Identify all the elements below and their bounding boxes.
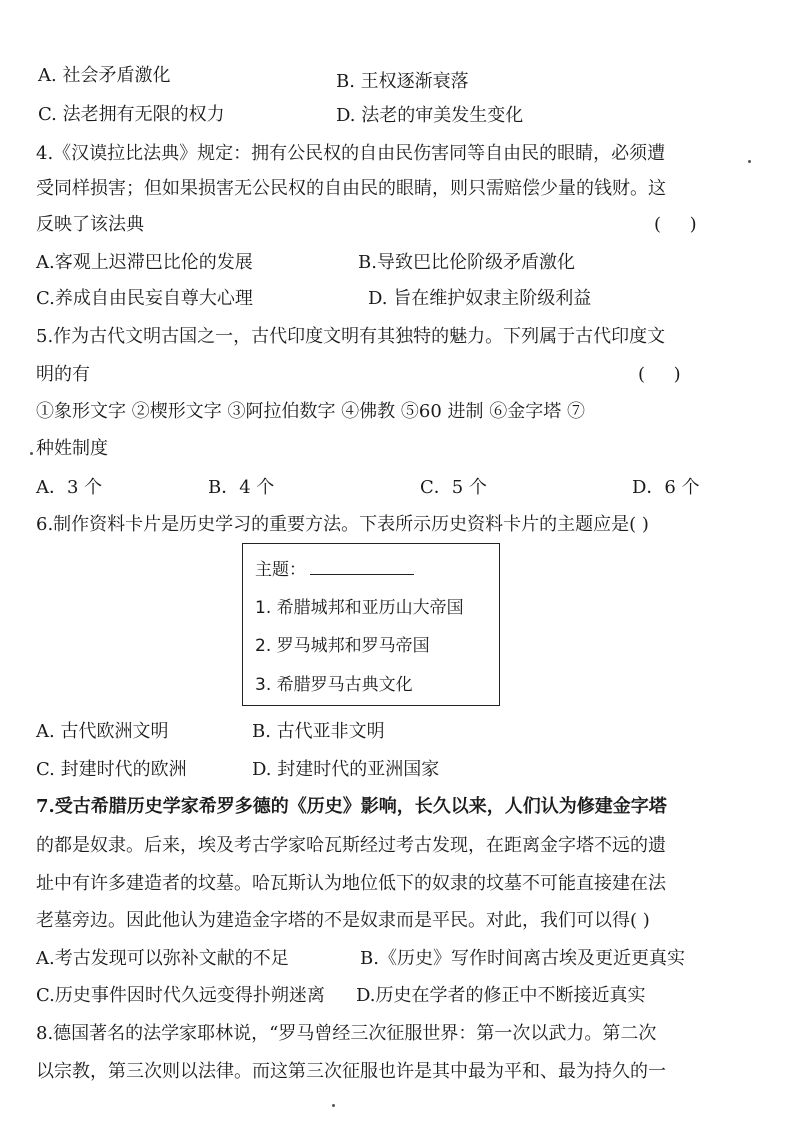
q4-stem-line2: 受同样损害；但如果损害无公民权的自由民的眼睛，则只需赔偿少量的钱财。这 — [36, 178, 666, 199]
q4-option-a: A.客观上迟滞巴比伦的发展 — [36, 252, 253, 273]
history-material-card — [242, 543, 500, 706]
q3-option-b: B. 王权逐渐衰落 — [336, 71, 469, 92]
card-theme-label: 主题： — [255, 560, 306, 580]
q5-option-b: B．4 个 — [208, 477, 275, 498]
q4-option-c: C.养成自由民妄自尊大心理 — [36, 288, 253, 309]
q7-option-a: A.考古发现可以弥补文献的不足 — [36, 948, 289, 969]
q4-option-d: D. 旨在维护奴隶主阶级利益 — [368, 288, 592, 309]
q4-answer-blank: ( ) — [654, 214, 697, 235]
q5-items-line1: ①象形文字 ②楔形文字 ③阿拉伯数字 ④佛教 ⑤60 进制 ⑥金字塔 ⑦ — [36, 401, 585, 422]
q6-option-d: D. 封建时代的亚洲国家 — [252, 759, 440, 780]
q4-stem-line1: 4.《汉谟拉比法典》规定：拥有公民权的自由民伤害同等自由民的眼睛，必须遭 — [36, 143, 666, 164]
q3-option-a: A. 社会矛盾激化 — [38, 65, 171, 86]
q7-option-d: D.历史在学者的修正中不断接近真实 — [356, 985, 646, 1006]
scan-speck — [332, 1104, 335, 1107]
q7-option-c: C.历史事件因时代久远变得扑朔迷离 — [36, 985, 325, 1006]
q5-option-d: D．6 个 — [632, 477, 700, 498]
scan-speck — [30, 452, 33, 455]
q7-stem-line4: 老墓旁边。因此他认为建造金字塔的不是奴隶而是平民。对此，我们可以得( ) — [36, 910, 650, 931]
q8-stem-line1: 8.德国著名的法学家耶林说，“罗马曾经三次征服世界：第一次以武力。第二次 — [36, 1023, 657, 1044]
card-item-2: 2. 罗马城邦和罗马帝国 — [255, 636, 430, 656]
q7-stem-line1: 7.受古希腊历史学家希罗多德的《历史》影响，长久以来，人们认为修建金字塔 — [36, 796, 667, 817]
q5-option-a: A．3 个 — [36, 477, 103, 498]
q4-stem-line3: 反映了该法典 — [36, 214, 144, 235]
q5-stem-line2: 明的有 — [36, 364, 90, 385]
q7-stem-line3: 址中有许多建造者的坟墓。哈瓦斯认为地位低下的奴隶的坟墓不可能直接建在法 — [36, 873, 666, 894]
q6-stem: 6.制作资料卡片是历史学习的重要方法。下表所示历史资料卡片的主题应是( ) — [36, 514, 649, 535]
q3-option-d: D. 法老的审美发生变化 — [336, 105, 524, 126]
scan-speck — [748, 160, 751, 163]
q5-option-c: C．5 个 — [420, 477, 487, 498]
q5-answer-blank: ( ) — [638, 364, 681, 385]
q7-stem-line2: 的都是奴隶。后来，埃及考古学家哈瓦斯经过考古发现，在距离金字塔不远的遗 — [36, 835, 666, 856]
q6-option-c: C. 封建时代的欧洲 — [36, 759, 187, 780]
q7-option-b: B.《历史》写作时间离古埃及更近更真实 — [360, 948, 685, 969]
q6-option-b: B. 古代亚非文明 — [252, 721, 385, 742]
q5-items-line2: 种姓制度 — [36, 438, 108, 459]
q4-option-b: B.导致巴比伦阶级矛盾激化 — [358, 252, 575, 273]
q3-option-c: C. 法老拥有无限的权力 — [38, 104, 225, 125]
q6-option-a: A. 古代欧洲文明 — [36, 721, 169, 742]
card-theme-row — [255, 558, 414, 582]
card-item-3: 3. 希腊罗马古典文化 — [255, 675, 413, 695]
q5-stem-line1: 5.作为古代文明古国之一，古代印度文明有其独特的魅力。下列属于古代印度文 — [36, 326, 666, 347]
card-item-1: 1. 希腊城邦和亚历山大帝国 — [255, 598, 464, 618]
q8-stem-line2: 以宗教，第三次则以法律。而这第三次征服也许是其中最为平和、最为持久的一 — [36, 1061, 666, 1082]
card-theme-blank — [310, 558, 414, 575]
